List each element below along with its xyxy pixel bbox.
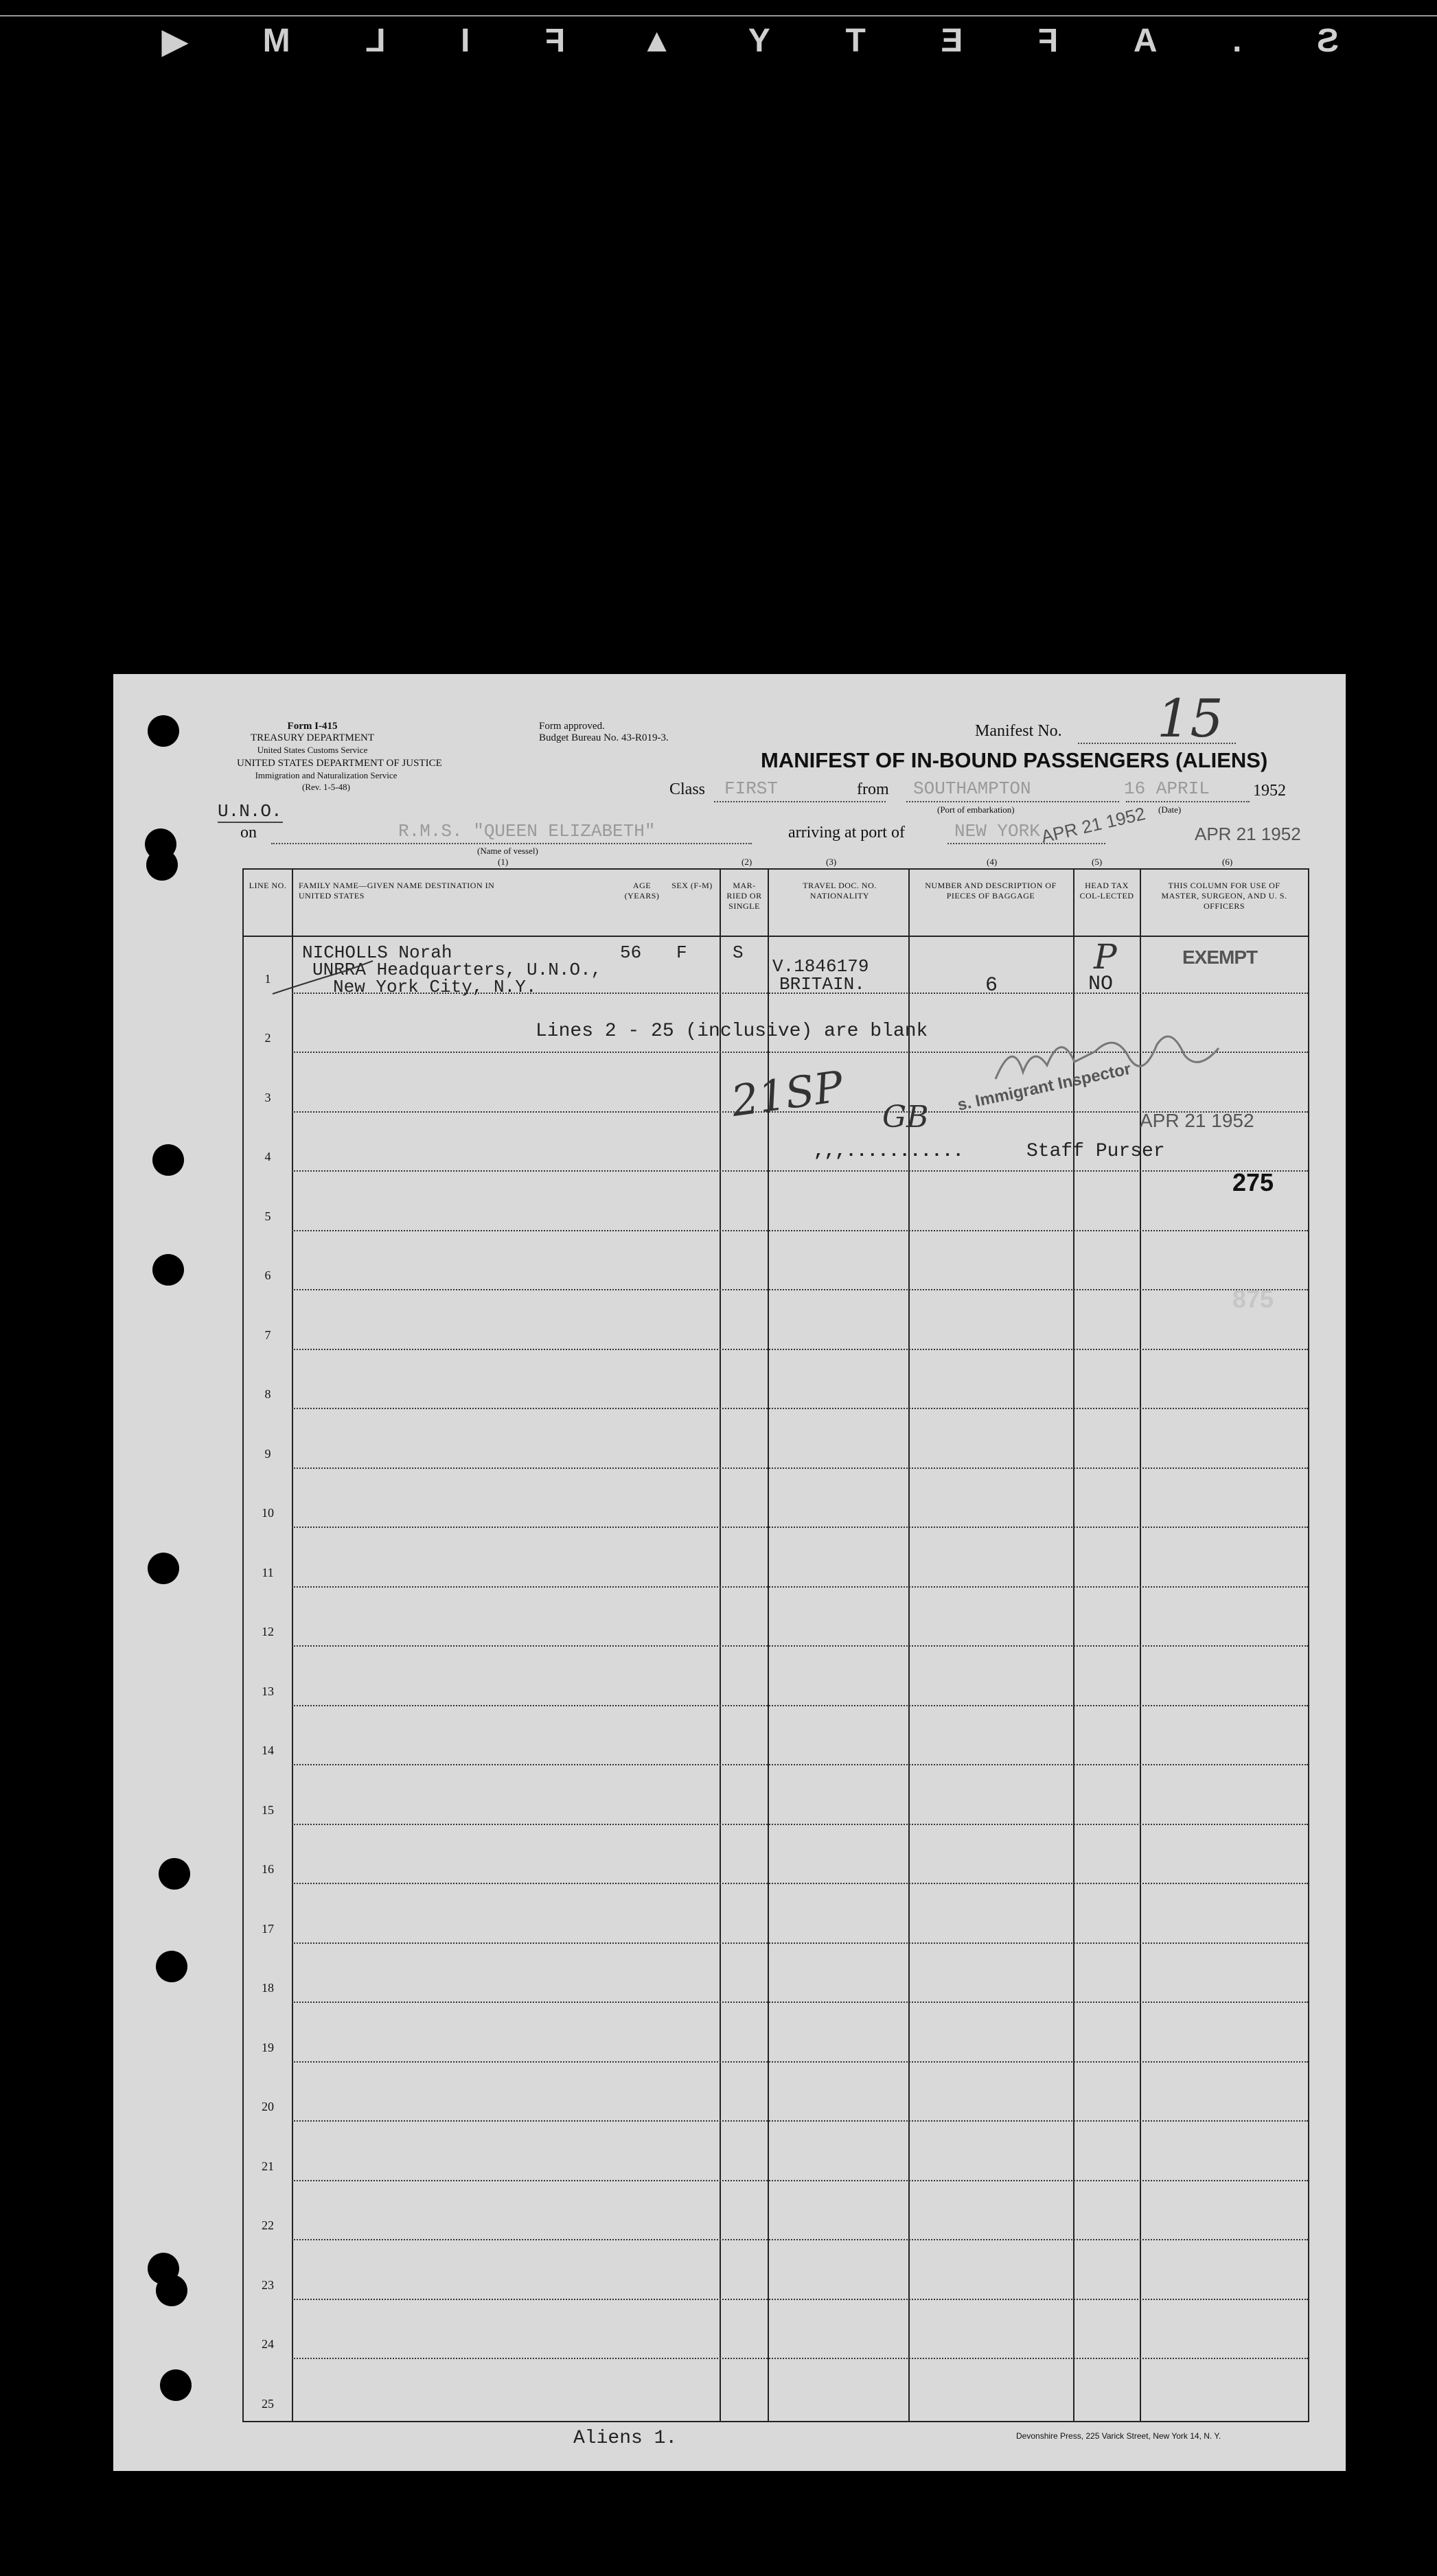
row-number: 4 [264,1150,271,1163]
arrival-port-line [947,843,1105,844]
ins-service: Immigration and Naturalization Service [255,770,398,780]
row-number: 7 [264,1327,271,1342]
punch-hole [148,1553,179,1584]
date-year: 1952 [1253,782,1286,800]
form-header-block [230,721,395,756]
row-number: 16 [262,1862,274,1876]
row-divider [292,1467,1308,1469]
row-divider [292,1883,1308,1884]
customs-service: United States Customs Service [257,745,368,755]
manifest-no-line [1078,743,1236,744]
row-number: 14 [262,1743,274,1757]
header-married: MAR-RIED OR SINGLE [726,881,762,911]
row-divider [292,1764,1308,1765]
passenger-baggage: 6 [985,974,998,997]
punch-hole [152,1144,184,1176]
treasury-dept: TREASURY DEPARTMENT [250,732,375,743]
film-edge-letter: I [457,23,470,59]
row-divider [292,1349,1308,1350]
film-edge-strip [0,0,1437,69]
col-num-2: (2) [742,857,752,867]
vessel-name: R.M.S. "QUEEN ELIZABETH" [398,821,656,842]
row-number: 3 [264,1090,271,1104]
row-divider [292,2061,1308,2063]
row-number: 19 [262,2040,274,2054]
immigrant-inspector-stamp: s. Immigrant Inspector [956,1059,1133,1115]
row-number: 13 [262,1684,274,1698]
from-label: from [857,780,889,798]
row-number: 24 [262,2337,274,2351]
handwritten-code: 21SP [728,1061,847,1126]
vessel-caption: (Name of vessel) [477,846,538,856]
header-head-tax: HEAD TAX COL-LECTED [1079,881,1134,901]
justice-dept: UNITED STATES DEPARTMENT OF JUSTICE [237,758,442,769]
row-divider [292,1170,1308,1172]
head-tax-value: NO [1088,973,1114,996]
film-edge-letter: ◀ [158,23,188,60]
header-baggage: NUMBER AND DESCRIPTION OF PIECES OF BAGGAGE [925,881,1057,901]
film-edge-letter: F [1033,23,1059,59]
arrival-date-stamp-2: APR 21 1952 [1195,824,1301,844]
film-edge-letter: A [1129,23,1158,59]
class-value: FIRST [724,778,779,799]
row-number: 11 [262,1565,274,1579]
row-divider [292,2299,1308,2300]
row-divider [292,1586,1308,1588]
film-edge-letter: Y [744,23,770,59]
film-edge-letter: . [1228,23,1242,59]
vessel-line [271,843,752,844]
head-tax-mark: P [1094,937,1117,977]
uno-underline [218,822,283,823]
header-age: AGE (YEARS) [624,881,660,901]
date-value: 16 APRIL [1124,778,1210,799]
from-value: SOUTHAMPTON [913,778,1031,799]
uno-label: U.N.O. [218,801,282,822]
row-divider [292,1645,1308,1647]
col-num-3: (3) [826,857,837,867]
form-number: Form I-415 [287,721,338,732]
row-divider [292,1289,1308,1290]
passenger-destination-line1: UNRRA Headquarters, U.N.O., [312,960,602,980]
page-total: 275 [1232,1168,1274,1196]
passenger-sex: F [676,942,687,963]
class-line [714,801,886,802]
row-number: 1 [264,971,271,986]
name-strike-stroke [271,955,374,997]
header-officers: THIS COLUMN FOR USE OF MASTER, SURGEON, AND U. S. OFFICERS [1161,881,1287,911]
punch-hole [148,715,179,747]
row-number: 10 [262,1506,274,1520]
punch-hole [156,1951,187,1982]
manifest-no-value: 15 [1157,688,1223,749]
row-number: 9 [264,1446,271,1461]
film-edge-letter: S [1312,23,1339,59]
row-number: 5 [264,1209,271,1223]
header-separator [244,936,1308,937]
blank-lines-note: Lines 2 - 25 (inclusive) are blank [536,1021,928,1042]
arriving-label: arriving at port of [788,824,905,842]
passenger-table [242,868,1309,2422]
header-sex: SEX (F-M) [671,881,713,890]
film-edge-letter: F [540,23,566,59]
row-number: 6 [264,1268,271,1282]
row-number: 21 [262,2159,274,2173]
col-num-6: (6) [1222,857,1233,867]
punch-hole [152,1254,184,1286]
inspector-signature [992,1024,1239,1100]
budget-number: Budget Bureau No. 43-R019-3. [539,732,669,743]
on-label: on [240,824,257,842]
passenger-travel-doc: V.1846179 [772,956,869,977]
row-divider [292,1942,1308,1944]
budget-block [539,721,669,744]
film-edge-letter: E [936,23,963,59]
officer-exempt-stamp: EXEMPT [1182,947,1258,968]
punch-hole [156,2275,187,2306]
row-number: 20 [262,2100,274,2113]
passenger-destination-line2: New York City, N.Y. [333,977,537,997]
arrival-port: NEW YORK [954,821,1040,842]
col-num-1: (1) [498,857,509,867]
from-line [906,801,1119,802]
passenger-name: NICHOLLS Norah [302,942,452,963]
header-travel-doc: TRAVEL DOC. NO. NATIONALITY [803,881,877,901]
row-number: 8 [264,1387,271,1401]
purser-dots: ,,,........... [814,1141,964,1161]
row-divider [292,1824,1308,1825]
justice-block [237,758,442,793]
class-label: Class [669,780,706,798]
row-divider [292,2120,1308,2122]
manifest-sheet [113,674,1346,2471]
punch-hole [159,1858,190,1890]
film-edge-line [0,15,1437,16]
manifest-no-label: Manifest No. [975,722,1062,740]
printer-credit: Devonshire Press, 225 Varick Street, New York 14, N. Y. [1016,2431,1221,2441]
row-divider [292,2358,1308,2359]
row-number: 23 [262,2277,274,2292]
row-number: 12 [262,1625,274,1638]
row-number: 17 [262,1921,274,1936]
row-divider [292,2001,1308,2003]
row-number: 2 [264,1031,271,1045]
row-divider [292,2239,1308,2240]
row-divider [292,2180,1308,2181]
row-number: 18 [262,1981,274,1995]
handwritten-initials: GB [882,1100,929,1135]
form-revision: (Rev. 1-5-48) [302,782,350,792]
row-number: 22 [262,2218,274,2232]
passenger-age: 56 [620,942,642,963]
film-edge-letter: L [361,23,386,59]
film-edge-letter: T [841,23,866,59]
col-num-5: (5) [1092,857,1103,867]
aliens-count: Aliens 1. [573,2428,678,2449]
staff-purser: Staff Purser [1026,1141,1165,1162]
row-divider [292,1527,1308,1528]
film-edge-letter: ▲ [636,23,674,59]
film-edge-letter: M [258,23,290,59]
header-name: FAMILY NAME—GIVEN NAME DESTINATION IN UNITED STATES [299,881,495,901]
row-divider [292,1230,1308,1231]
passenger-marital: S [733,942,744,963]
header-line-no: LINE NO. [249,881,287,890]
row-divider [292,1705,1308,1706]
passenger-nationality: BRITAIN. [779,974,865,995]
date-line [1126,801,1250,802]
page-total-ghost: 875 [1232,1285,1274,1313]
film-edge-text [158,22,1339,60]
manifest-title: MANIFEST OF IN-BOUND PASSENGERS (ALIENS) [761,748,1268,772]
date-caption: (Date) [1158,804,1182,815]
col-num-4: (4) [987,857,998,867]
punch-hole [146,849,178,881]
punch-hole [160,2369,192,2401]
row-divider [292,1408,1308,1409]
form-approved: Form approved. [539,721,605,732]
inspector-stamp-date: APR 21 1952 [1140,1110,1254,1131]
row-number: 25 [262,2396,274,2411]
row-number: 15 [262,1802,274,1817]
port-caption: (Port of embarkation) [937,804,1015,815]
arrival-date-stamp: APR 21 1952 [1039,803,1147,848]
